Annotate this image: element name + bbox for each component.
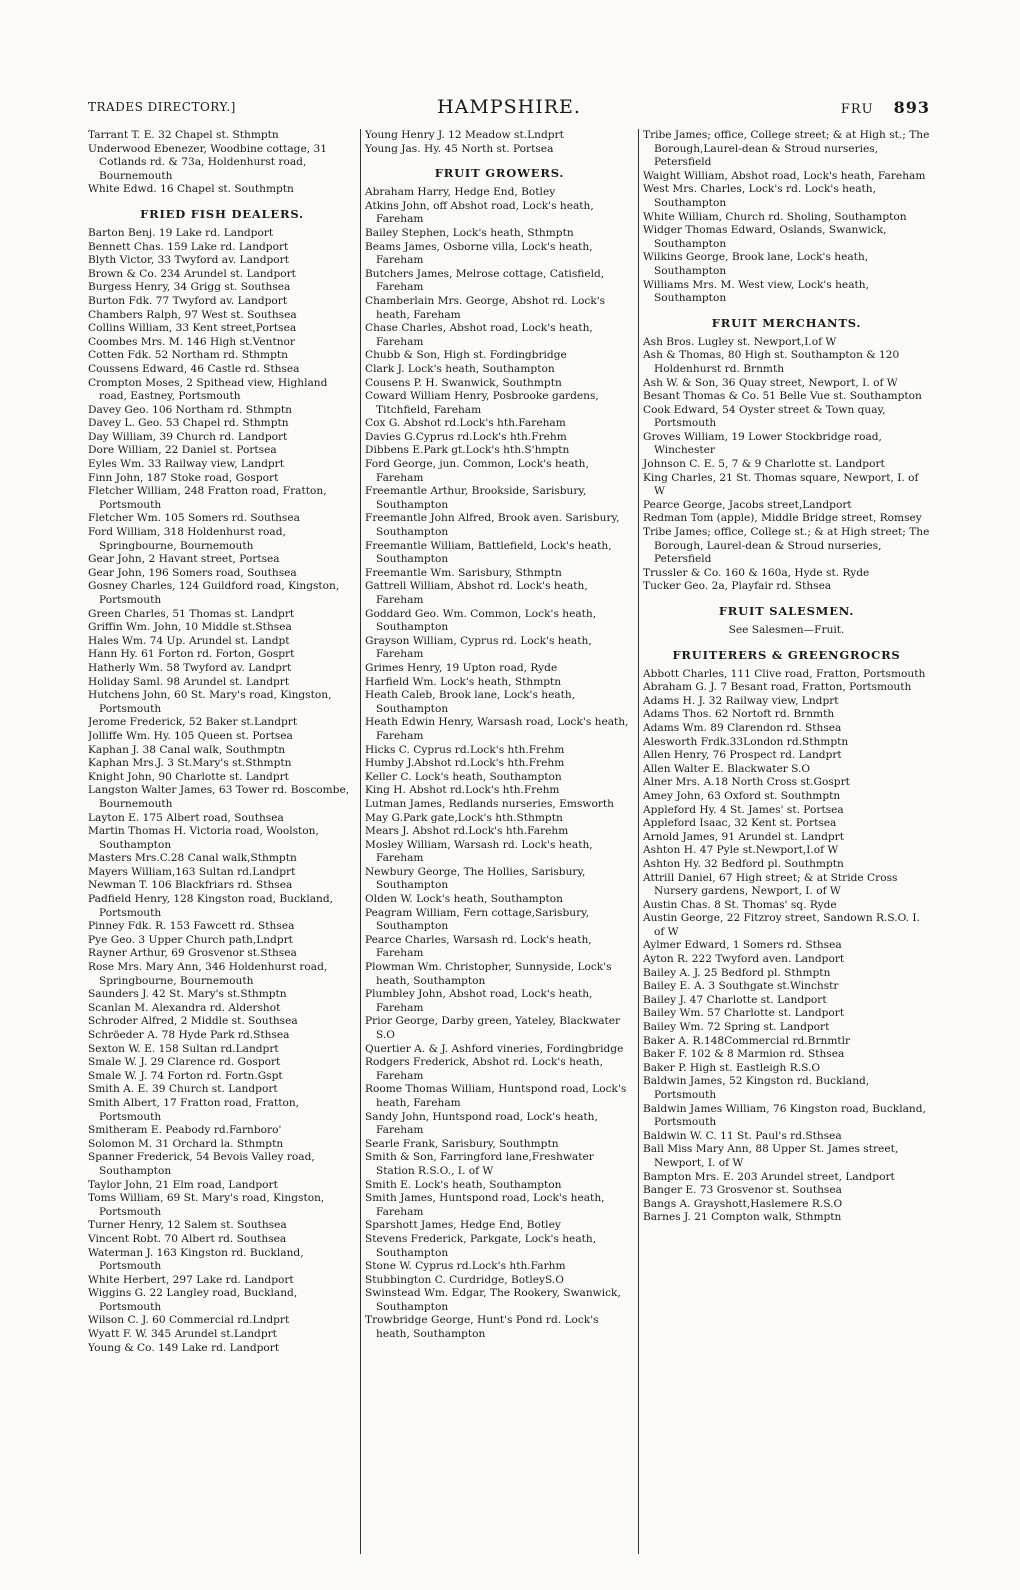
directory-entry: Plumbley John, Abshot road, Lock's heath, Fareham <box>365 988 593 1014</box>
directory-entry: Coombes Mrs. M. 146 High st.Ventnor <box>88 335 295 348</box>
directory-entry: Young & Co. 149 Lake rd. Landport <box>88 1341 280 1354</box>
directory-entry: Hales Wm. 74 Up. Arundel st. Landpt <box>88 634 290 647</box>
directory-entry: Adams H. J. 32 Railway view, Lndprt <box>643 694 839 707</box>
running-header <box>88 96 930 126</box>
directory-entry: Widger Thomas Edward, Oslands, Swanwick, Southampton <box>643 224 887 250</box>
directory-entry: Adams Thos. 62 Nortoft rd. Brnmth <box>643 708 835 721</box>
directory-entry: Barnes J. 21 Compton walk, Sthmptn <box>643 1211 842 1224</box>
directory-entry: Bampton Mrs. E. 203 Arundel street, Landport <box>643 1170 895 1183</box>
directory-entry: Jerome Frederick, 52 Baker st.Landprt <box>88 716 298 729</box>
directory-entry: Collins William, 33 Kent street,Portsea <box>88 322 297 335</box>
directory-entry: Hatherly Wm. 58 Twyford av. Landprt <box>88 661 292 674</box>
directory-entry: Baldwin James William, 76 Kingston road, Buckland, Portsmouth <box>643 1102 926 1129</box>
directory-entry: Newbury George, The Hollies, Sarisbury, Southampton <box>365 865 586 892</box>
directory-entry: Knight John, 90 Charlotte st. Landprt <box>88 770 289 783</box>
directory-entry: Bailey Stephen, Lock's heath, Sthmptn <box>365 226 574 239</box>
directory-entry: Freemantle John Alfred, Brook aven. Sarisbury, Southampton <box>365 512 620 539</box>
directory-entry: Bailey Wm. 72 Spring st. Landport <box>643 1021 830 1034</box>
directory-entry: Ball Miss Mary Ann, 88 Upper St. James street, Newport, I. of W <box>643 1143 899 1169</box>
directory-entry: Eyles Wm. 33 Railway view, Landprt <box>88 458 284 471</box>
directory-entry: Barton Benj. 19 Lake rd. Landport <box>88 226 274 239</box>
directory-entry: White Edwd. 16 Chapel st. Southmptn <box>88 183 294 196</box>
directory-entry: Harfield Wm. Lock's heath, Sthmptn <box>365 675 562 688</box>
header-county: HAMPSHIRE. <box>437 96 581 118</box>
directory-entry: Smith Albert, 17 Fratton road, Fratton, Portsmouth <box>88 1096 300 1123</box>
directory-entry: King H. Abshot rd.Lock's hth.Frehm <box>365 784 560 797</box>
directory-entry: Bailey Wm. 57 Charlotte st. Landport <box>643 1007 845 1020</box>
directory-entry: Fletcher William, 248 Fratton road, Fratton, Portsmouth <box>88 485 327 511</box>
directory-entry: Ash Bros. Lugley st. Newport,I.of W <box>643 335 837 348</box>
directory-entry: Crompton Moses, 2 Spithead view, Highland road, Eastney, Portsmouth <box>88 376 328 403</box>
directory-entry: Fletcher Wm. 105 Somers rd. Southsea <box>88 512 300 525</box>
directory-entry: Butchers James, Melrose cottage, Catisfield, Fareham <box>365 267 605 294</box>
directory-entry: Sandy John, Huntspond road, Lock's heath, Fareham <box>365 1110 598 1137</box>
directory-entry: White Herbert, 297 Lake rd. Landport <box>88 1273 294 1286</box>
directory-entry: King Charles, 21 St. Thomas square, Newport, I. of W <box>643 471 919 498</box>
directory-entry: Stubbington C. Curdridge, BotleyS.O <box>365 1273 564 1286</box>
directory-entry: Turner Henry, 12 Salem st. Southsea <box>88 1219 287 1232</box>
directory-entry: Burgess Henry, 34 Grigg st. Southsea <box>88 281 291 294</box>
directory-entry: Green Charles, 51 Thomas st. Landprt <box>88 607 295 620</box>
directory-entry: Sparshott James, Hedge End, Botley <box>365 1219 561 1232</box>
col1-list <box>88 227 356 1355</box>
directory-entry: Keller C. Lock's heath, Southampton <box>365 770 562 783</box>
directory-entry: Martin Thomas H. Victoria road, Woolston, Southampton <box>88 825 319 851</box>
directory-entry: Bailey A. J. 25 Bedford pl. Sthmptn <box>643 966 831 979</box>
section-title-fruit-growers: FRUIT GROWERS. <box>434 166 565 181</box>
directory-entry: Groves William, 19 Lower Stockbridge road, Winchester <box>643 430 882 457</box>
directory-entry: Chamberlain Mrs. George, Abshot rd. Lock's heath, Fareham <box>365 294 606 321</box>
directory-entry: Stone W. Cyprus rd.Lock's hth.Farhm <box>365 1260 566 1273</box>
directory-entry: Cousens P. H. Swanwick, Southmptn <box>365 376 562 389</box>
directory-entry: May G.Park gate,Lock's hth.Sthmptn <box>365 811 563 824</box>
directory-entry: Prior George, Darby green, Yateley, Blackwater S.O <box>365 1015 621 1041</box>
directory-entry: Solomon M. 31 Orchard la. Sthmptn <box>88 1137 284 1150</box>
col2-top-list <box>365 129 634 156</box>
directory-entry: Vincent Robt. 70 Albert rd. Southsea <box>88 1232 287 1245</box>
directory-entry: Freemantle Arthur, Brookside, Sarisbury, Southampton <box>365 485 587 511</box>
directory-entry: Adams Wm. 89 Clarendon rd. Sthsea <box>643 721 842 734</box>
directory-entry: West Mrs. Charles, Lock's rd. Lock's heath, Southampton <box>643 183 876 209</box>
directory-entry: Alesworth Frdk.33London rd.Sthmptn <box>643 735 849 748</box>
directory-entry: Baldwin James, 52 Kingston rd. Buckland, Portsmouth <box>643 1075 870 1101</box>
directory-entry: White William, Church rd. Sholing, Southampton <box>643 210 907 223</box>
directory-entry: Smale W. J. 74 Forton rd. Fortn.Gspt <box>88 1069 283 1082</box>
directory-entry: Young Henry J. 12 Meadow st.Lndprt <box>365 129 564 141</box>
section-title-fruiterers: FRUITERERS & GREENGROCRS <box>672 647 901 662</box>
directory-entry: Bailey E. A. 3 Southgate st.Winchstr <box>643 980 839 993</box>
section-title-fruit-merchants: FRUIT MERCHANTS. <box>711 315 862 330</box>
directory-entry: Ash & Thomas, 80 High st. Southampton & 120 Holdenhurst rd. Brnmth <box>643 349 900 375</box>
directory-entry: Chase Charles, Abshot road, Lock's heath, Fareham <box>365 322 593 348</box>
directory-entry: Plowman Wm. Christopher, Sunnyside, Lock's heath, Southampton <box>365 961 612 987</box>
directory-entry: Schroder Alfred, 2 Middle st. Southsea <box>88 1015 298 1028</box>
directory-entry: Hann Hy. 61 Forton rd. Forton, Gosprt <box>88 648 295 661</box>
directory-entry: Chubb & Son, High st. Fordingbridge <box>365 349 567 362</box>
directory-entry: Ashton H. 47 Pyle st.Newport,I.of W <box>643 844 839 857</box>
directory-entry: Arnold James, 91 Arundel st. Landprt <box>643 830 845 843</box>
directory-entry: Smith & Son, Farringford lane,Freshwater Station R.S.O., I. of W <box>365 1151 594 1177</box>
directory-entry: Wiggins G. 22 Langley road, Buckland, Portsmouth <box>88 1287 298 1313</box>
directory-entry: Abraham Harry, Hedge End, Botley <box>365 186 556 199</box>
directory-entry: Underwood Ebenezer, Woodbine cottage, 31 Cotlands rd. & 73a, Holdenhurst road, Bournemouth <box>88 142 327 182</box>
directory-entry: Davey L. Geo. 53 Chapel rd. Sthmptn <box>88 417 289 430</box>
directory-entry: Bailey J. 47 Charlotte st. Landport <box>643 993 827 1006</box>
directory-entry: Pearce Charles, Warsash rd. Lock's heath, Fareham <box>365 933 592 960</box>
directory-entry: Mears J. Abshot rd.Lock's hth.Farehm <box>365 825 569 838</box>
directory-entry: Williams Mrs. M. West view, Lock's heath, Southampton <box>643 278 869 305</box>
directory-entry: Gear John, 2 Havant street, Portsea <box>88 553 280 566</box>
directory-entry: Gear John, 196 Somers road, Southsea <box>88 566 297 579</box>
directory-entry: Appleford Isaac, 32 Kent st. Portsea <box>643 817 837 830</box>
section-title-fried-fish-dealers: FRIED FISH DEALERS. <box>140 206 304 221</box>
directory-entry: Pye Geo. 3 Upper Church path,Lndprt <box>88 933 293 946</box>
directory-entry: Kaphan Mrs.J. 3 St.Mary's st.Sthmptn <box>88 757 292 770</box>
directory-entry: Baldwin W. C. 11 St. Paul's rd.Sthsea <box>643 1129 842 1142</box>
directory-entry: Kaphan J. 38 Canal walk, Southmptn <box>88 743 286 756</box>
page-number: 893 <box>893 98 930 117</box>
directory-entry: Smith A. E. 39 Church st. Landport <box>88 1083 278 1096</box>
directory-entry: Amey John, 63 Oxford st. Southmptn <box>643 789 841 802</box>
directory-entry: Hutchens John, 60 St. Mary's road, Kingston, Portsmouth <box>88 689 332 715</box>
directory-entry: Davies G.Cyprus rd.Lock's hth.Frehm <box>365 430 567 443</box>
directory-entry: Roome Thomas William, Huntspond road, Lock's heath, Fareham <box>365 1083 627 1109</box>
directory-entry: Cox G. Abshot rd.Lock's hth.Fareham <box>365 417 566 430</box>
directory-page <box>88 96 930 1556</box>
directory-entry: Bennett Chas. 159 Lake rd. Landport <box>88 240 289 253</box>
directory-entry: Davey Geo. 106 Northam rd. Sthmptn <box>88 403 293 416</box>
col3-merchants-list <box>643 336 930 594</box>
directory-entry: Rodgers Frederick, Abshot rd. Lock's heath, Fareham <box>365 1056 603 1082</box>
directory-entry: Cook Edward, 54 Oyster street & Town quay, Portsmouth <box>643 403 886 430</box>
directory-entry: Masters Mrs.C.28 Canal walk,Sthmptn <box>88 852 297 865</box>
directory-entry: Abbott Charles, 111 Clive road, Fratton, Portsmouth <box>643 667 926 680</box>
col3-fruiterers-list <box>643 668 930 1225</box>
col1-top-list <box>88 129 356 197</box>
directory-entry: Freemantle Wm. Sarisbury, Sthmptn <box>365 566 562 579</box>
directory-entry: Besant Thomas & Co. 51 Belle Vue st. Southampton <box>643 390 922 403</box>
directory-entry: Mayers William,163 Sultan rd.Landprt <box>88 865 296 878</box>
header-left: TRADES DIRECTORY.] <box>88 100 236 114</box>
directory-entry: Ayton R. 222 Twyford aven. Landport <box>643 953 845 966</box>
directory-entry: Johnson C. E. 5, 7 & 9 Charlotte st. Landport <box>643 458 885 471</box>
directory-entry: Gosney Charles, 124 Guildford road, Kingston, Portsmouth <box>88 580 340 606</box>
directory-entry: Hicks C. Cyprus rd.Lock's hth.Frehm <box>365 743 565 756</box>
directory-entry: Quertier A. & J. Ashford vineries, Fordingbridge <box>365 1042 624 1055</box>
directory-entry: Mosley William, Warsash rd. Lock's heath, Fareham <box>365 838 593 865</box>
directory-entry: Griffin Wm. John, 10 Middle st.Sthsea <box>88 621 292 634</box>
directory-entry: Smale W. J. 29 Clarence rd. Gosport <box>88 1056 281 1069</box>
header-right <box>841 98 930 117</box>
directory-entry: Blyth Victor, 33 Twyford av. Landport <box>88 254 289 267</box>
directory-entry: Trowbridge George, Hunt's Pond rd. Lock's heath, Southampton <box>365 1314 599 1341</box>
directory-entry: Padfield Henry, 128 Kingston road, Buckland, Portsmouth <box>88 893 333 919</box>
directory-entry: Tarrant T. E. 32 Chapel st. Sthmptn <box>88 129 279 141</box>
directory-entry: Searle Frank, Sarisbury, Southmptn <box>365 1137 559 1150</box>
directory-entry: Smith James, Huntspond road, Lock's heath, Fareham <box>365 1192 605 1218</box>
directory-entry: Abraham G. J. 7 Besant road, Fratton, Portsmouth <box>643 681 912 694</box>
directory-entry: Baker A. R.148Commercial rd.Brnmtlr <box>643 1034 851 1047</box>
directory-entry: Freemantle William, Battlefield, Lock's heath, Southampton <box>365 539 612 566</box>
directory-entry: Swinstead Wm. Edgar, The Rookery, Swanwick, Southampton <box>365 1287 621 1313</box>
directory-entry: Bangs A. Grayshott,Haslemere R.S.O <box>643 1197 843 1210</box>
directory-entry: Cotten Fdk. 52 Northam rd. Sthmptn <box>88 349 288 362</box>
directory-entry: Austin Chas. 8 St. Thomas' sq. Ryde <box>643 898 837 911</box>
directory-entry: Ford George, jun. Common, Lock's heath, Fareham <box>365 458 589 484</box>
directory-entry: Stevens Frederick, Parkgate, Lock's heath, Southampton <box>365 1232 597 1259</box>
directory-entry: Day William, 39 Church rd. Landport <box>88 430 288 443</box>
directory-entry: Beams James, Osborne villa, Lock's heath, Fareham <box>365 240 593 267</box>
directory-entry: Burton Fdk. 77 Twyford av. Landport <box>88 294 288 307</box>
directory-entry: Redman Tom (apple), Middle Bridge street, Romsey <box>643 512 922 525</box>
directory-entry: Waterman J. 163 Kingston rd. Buckland, Portsmouth <box>88 1246 304 1273</box>
directory-entry: Smitheram E. Peabody rd.Farnboro' <box>88 1124 282 1137</box>
directory-entry: Waight William, Abshot road, Lock's heath, Fareham <box>643 169 926 182</box>
directory-entry: Goddard Geo. Wm. Common, Lock's heath, Southampton <box>365 607 597 634</box>
directory-entry: Peagram William, Fern cottage,Sarisbury, Southampton <box>365 906 590 933</box>
col3-top-list <box>643 129 930 306</box>
columns <box>88 129 930 1554</box>
column-3 <box>638 129 930 1554</box>
directory-entry: Attrill Daniel, 67 High street; & at Stride Cross Nursery gardens, Newport, I. of W <box>643 871 898 898</box>
directory-entry: Tucker Geo. 2a, Playfair rd. Sthsea <box>643 580 832 593</box>
directory-entry: Grimes Henry, 19 Upton road, Ryde <box>365 661 558 674</box>
directory-entry: Ford William, 318 Holdenhurst road, Springbourne, Bournemouth <box>88 526 286 552</box>
directory-entry: Alner Mrs. A.18 North Cross st.Gosprt <box>643 776 850 789</box>
directory-entry: Dore William, 22 Daniel st. Portsea <box>88 444 277 457</box>
directory-entry: Allen Walter E. Blackwater S.O <box>643 762 811 775</box>
directory-entry: Atkins John, off Abshot road, Lock's heath, Fareham <box>365 199 594 226</box>
directory-entry: Spanner Frederick, 54 Bevois Valley road, Southampton <box>88 1151 315 1177</box>
directory-entry: Allen Henry, 76 Prospect rd. Landprt <box>643 749 842 762</box>
directory-entry: Scanlan M. Alexandra rd. Aldershot <box>88 1001 281 1014</box>
directory-entry: Austin George, 22 Fitzroy street, Sandown R.S.O. I. of W <box>643 912 920 938</box>
directory-entry: Heath Edwin Henry, Warsash road, Lock's heath, Fareham <box>365 716 629 742</box>
col2-list <box>365 186 634 1341</box>
column-2 <box>360 129 638 1554</box>
directory-entry: Lutman James, Redlands nurseries, Emsworth <box>365 797 614 810</box>
directory-entry: Wilkins George, Brook lane, Lock's heath, Southampton <box>643 251 869 277</box>
directory-entry: Baker F. 102 & 8 Marmion rd. Sthsea <box>643 1048 845 1061</box>
directory-entry: Young Jas. Hy. 45 North st. Portsea <box>365 142 554 155</box>
directory-entry: Jolliffe Wm. Hy. 105 Queen st. Portsea <box>88 729 293 742</box>
directory-entry: Dibbens E.Park gt.Lock's hth.S'hmptn <box>365 444 570 457</box>
directory-entry: Sexton W. E. 158 Sultan rd.Landprt <box>88 1042 279 1055</box>
directory-entry: Holiday Saml. 98 Arundel st. Landprt <box>88 675 290 688</box>
directory-entry: Schröeder A. 78 Hyde Park rd.Sthsea <box>88 1029 290 1041</box>
directory-entry: Banger E. 73 Grosvenor st. Southsea <box>643 1184 842 1197</box>
directory-entry: Saunders J. 42 St. Mary's st.Sthmptn <box>88 988 287 1001</box>
directory-entry: Baker P. High st. Eastleigh R.S.O <box>643 1061 820 1074</box>
directory-entry: Grayson William, Cyprus rd. Lock's heath, Fareham <box>365 634 592 661</box>
directory-entry: Toms William, 69 St. Mary's road, Kingston, Portsmouth <box>88 1192 325 1218</box>
directory-entry: Wilson C. J. 60 Commercial rd.Lndprt <box>88 1314 290 1327</box>
directory-entry: Heath Caleb, Brook lane, Lock's heath, Southampton <box>365 689 576 715</box>
directory-entry: Tribe James; office, College st.; & at High street; The Borough, Laurel-dean & Stroud nurseries, Petersfield <box>643 526 930 566</box>
directory-entry: Newman T. 106 Blackfriars rd. Sthsea <box>88 879 293 892</box>
header-section-abbrev: FRU <box>840 102 874 117</box>
cross-reference: See Salesmen—Fruit. <box>728 624 845 636</box>
directory-entry: Smith E. Lock's heath, Southampton <box>365 1178 562 1191</box>
directory-entry: Layton E. 175 Albert road, Southsea <box>88 811 284 824</box>
directory-entry: Clark J. Lock's heath, Southampton <box>365 362 555 375</box>
directory-entry: Taylor John, 21 Elm road, Landport <box>88 1178 278 1191</box>
directory-entry: Rayner Arthur, 69 Grosvenor st.Sthsea <box>88 947 297 960</box>
directory-entry: Aylmer Edward, 1 Somers rd. Sthsea <box>643 939 842 952</box>
directory-entry: Pinney Fdk. R. 153 Fawcett rd. Sthsea <box>88 920 295 933</box>
directory-entry: Appleford Hy. 4 St. James' st. Portsea <box>643 803 844 816</box>
directory-entry: Tribe James; office, College street; & at High st.; The Borough,Laurel-dean & Stroud nurseries, Petersfield <box>643 129 930 169</box>
section-title-fruit-salesmen: FRUIT SALESMEN. <box>718 604 855 618</box>
directory-entry: Coward William Henry, Posbrooke gardens, Titchfield, Fareham <box>365 390 599 416</box>
directory-entry: Rose Mrs. Mary Ann, 346 Holdenhurst road, Springbourne, Bournemouth <box>88 961 328 987</box>
directory-entry: Trussler & Co. 160 & 160a, Hyde st. Ryde <box>643 566 870 579</box>
directory-entry: Brown & Co. 234 Arundel st. Landport <box>88 267 296 280</box>
directory-entry: Wyatt F. W. 345 Arundel st.Landprt <box>88 1328 277 1341</box>
directory-entry: Langston Walter James, 63 Tower rd. Boscombe, Bournemouth <box>88 784 350 810</box>
directory-entry: Pearce George, Jacobs street,Landport <box>643 498 852 511</box>
directory-entry: Chambers Ralph, 97 West st. Southsea <box>88 308 297 321</box>
directory-entry: Humby J.Abshot rd.Lock's hth.Frehm <box>365 757 565 770</box>
directory-entry: Gattrell William, Abshot rd. Lock's heath, Fareham <box>365 580 588 606</box>
directory-entry: Olden W. Lock's heath, Southampton <box>365 893 563 906</box>
directory-entry: Coussens Edward, 46 Castle rd. Sthsea <box>88 362 300 375</box>
directory-entry: Ashton Hy. 32 Bedford pl. Southmptn <box>643 857 844 870</box>
directory-entry: Ash W. & Son, 36 Quay street, Newport, I. of W <box>643 376 898 389</box>
column-1 <box>88 129 360 1554</box>
directory-entry: Finn John, 187 Stoke road, Gosport <box>88 471 279 484</box>
